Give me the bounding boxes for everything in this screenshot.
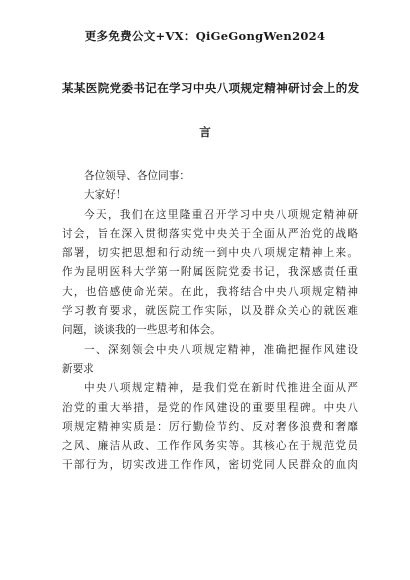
body-line: 部署，切实把思想和行动统一到中央八项规定精神上来。	[62, 247, 358, 260]
body-line: 干部行为，切实改进工作作风，密切党同人民群众的血肉	[62, 459, 358, 472]
body-line: 项规定精神实质是：厉行勤俭节约、反对奢侈浪费和奢靡	[62, 420, 358, 433]
body-line: 治党的重大举措，是党的作风建设的重要里程碑。中央八	[62, 401, 358, 414]
greeting: 大家好！	[84, 189, 127, 202]
body-line: 讨会，旨在深入贯彻落实党中央关于全面从严治党的战略	[62, 227, 358, 240]
salutation: 各位领导、各位同事：	[84, 170, 190, 182]
promo-header: 更多免费公文+VX：QiGeGongWen2024	[84, 29, 326, 43]
document-title-continuation: 言	[199, 125, 211, 139]
body-line: 问题，谈谈我的一些思考和体会。	[62, 324, 221, 337]
body-line: 之风、廉洁从政、工作作风务实等。其核心在于规范党员	[62, 440, 358, 453]
body-line: 中央八项规定精神，是我们党在新时代推进全面从严	[84, 382, 358, 395]
body-line: 作为昆明医科大学第一附属医院党委书记，我深感责任重	[62, 266, 358, 279]
body-line: 今天，我们在这里隆重召开学习中央八项规定精神研	[84, 208, 358, 221]
section-heading: 一、深刻领会中央八项规定精神，准确把握作风建设	[84, 343, 358, 356]
section-heading-continuation: 新要求	[62, 362, 94, 375]
document-body	[62, 167, 358, 476]
body-line: 大，也倍感使命光荣。在此，我将结合中央八项规定精神	[62, 285, 358, 298]
body-line: 学习教育要求，就医院工作实际，以及群众关心的就医难	[62, 305, 358, 318]
document-title: 某某医院党委书记在学习中央八项规定精神研讨会上的发	[62, 81, 360, 95]
